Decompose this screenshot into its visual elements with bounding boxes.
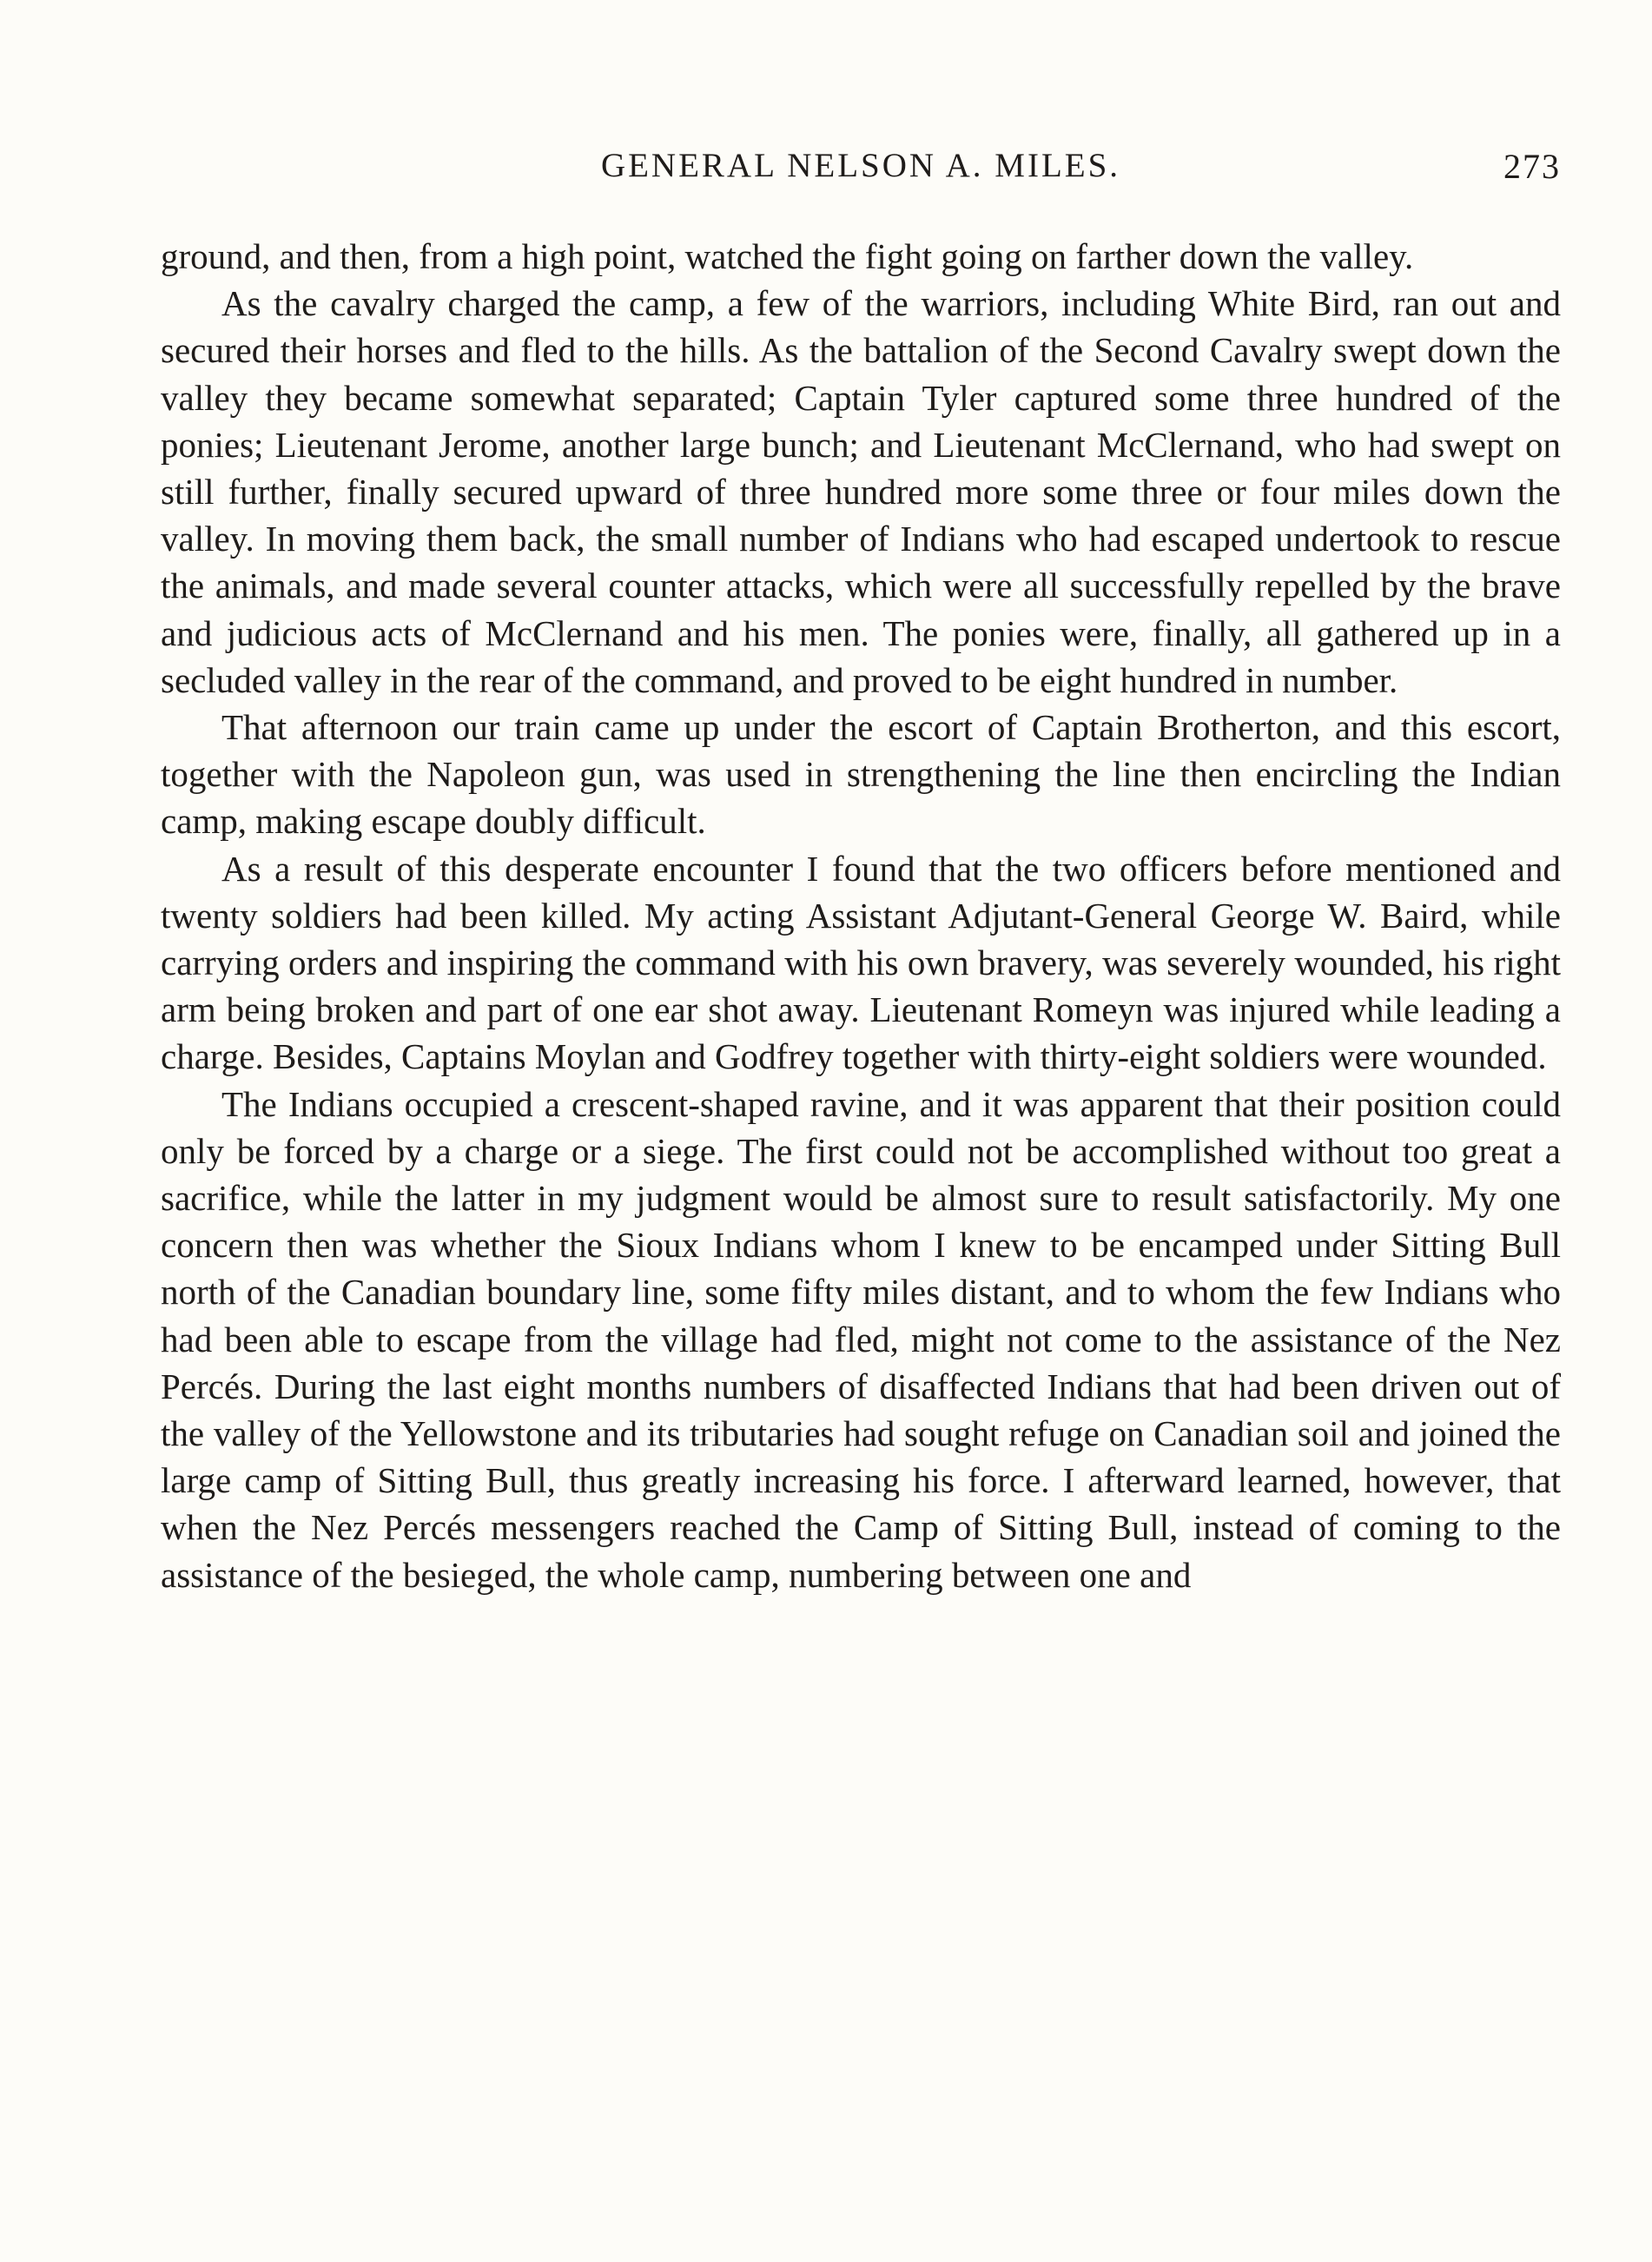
paragraph-afternoon-train: That afternoon our train came up under the escort of Captain Brotherton, and this escort, together with the Napoleon gun, was used in strengthening the line then encircling the Indian camp, making escape doubly difficult. — [161, 707, 1561, 842]
paragraph-siege: The Indians occupied a crescent-shaped ravine, and it was apparent that their position could only be forced by a charge or a siege. The first could not be accomplished without too great a sacrifice, while the latter in my judgment would be almost sure to result satisfactorily. My one concern then was whether the Sioux Indians whom I knew to be encamped under Sitting Bull north of the Canadian boundary line, some fifty miles distant, and to whom the few Indians who had been able to escape from the village had fled, might not come to the assistance of the Nez Percés. During the last eight months numbers of disaffected Indians that had been driven out of the valley of the Yellowstone and its tributaries had sought refuge on Canadian soil and joined the large camp of Sitting Bull, thus greatly increasing his force. I afterward learned, however, that when the Nez Percés messengers reached the Camp of Sitting Bull, instead of coming to the assistance of the besieged, the whole camp, numbering between one and — [161, 1083, 1561, 1595]
body-text — [161, 233, 1561, 1598]
paragraph-casualties: As a result of this desperate encounter I found that the two officers before mentioned and twenty soldiers had been killed. My acting Assistant Adjutant-General George W. Baird, while carrying orders and inspiring the command with his own bravery, was severely wounded, his right arm being broken and part of one ear shot away. Lieutenant Romeyn was injured while leading a charge. Besides, Captains Moylan and Godfrey together with thirty-eight soldiers were wounded. — [161, 848, 1561, 1077]
paragraph-continuation: ground, and then, from a high point, watched the fight going on farther down the valley. — [161, 236, 1414, 276]
page-number: 273 — [1503, 147, 1561, 186]
paragraph-cavalry-charge: As the cavalry charged the camp, a few of the warriors, including White Bird, ran out and secured their horses and fled to the hills. As the battalion of the Second Cavalry swept down the valley they became somewhat separated; Captain Tyler captured some three hundred of the ponies; Lieutenant Jerome, another large bunch; and Lieutenant McClernand, who had swept on still further, finally secured upward of three hundred more some three or four miles down the valley. In moving them back, the small number of Indians who had escaped undertook to rescue the animals, and made several counter attacks, which were all successfully repelled by the brave and judicious acts of McClernand and his men. The ponies were, finally, all gathered up in a secluded valley in the rear of the command, and proved to be eight hundred in number. — [161, 283, 1561, 700]
running-title: GENERAL NELSON A. MILES. — [600, 147, 1121, 184]
running-head — [161, 146, 1561, 198]
